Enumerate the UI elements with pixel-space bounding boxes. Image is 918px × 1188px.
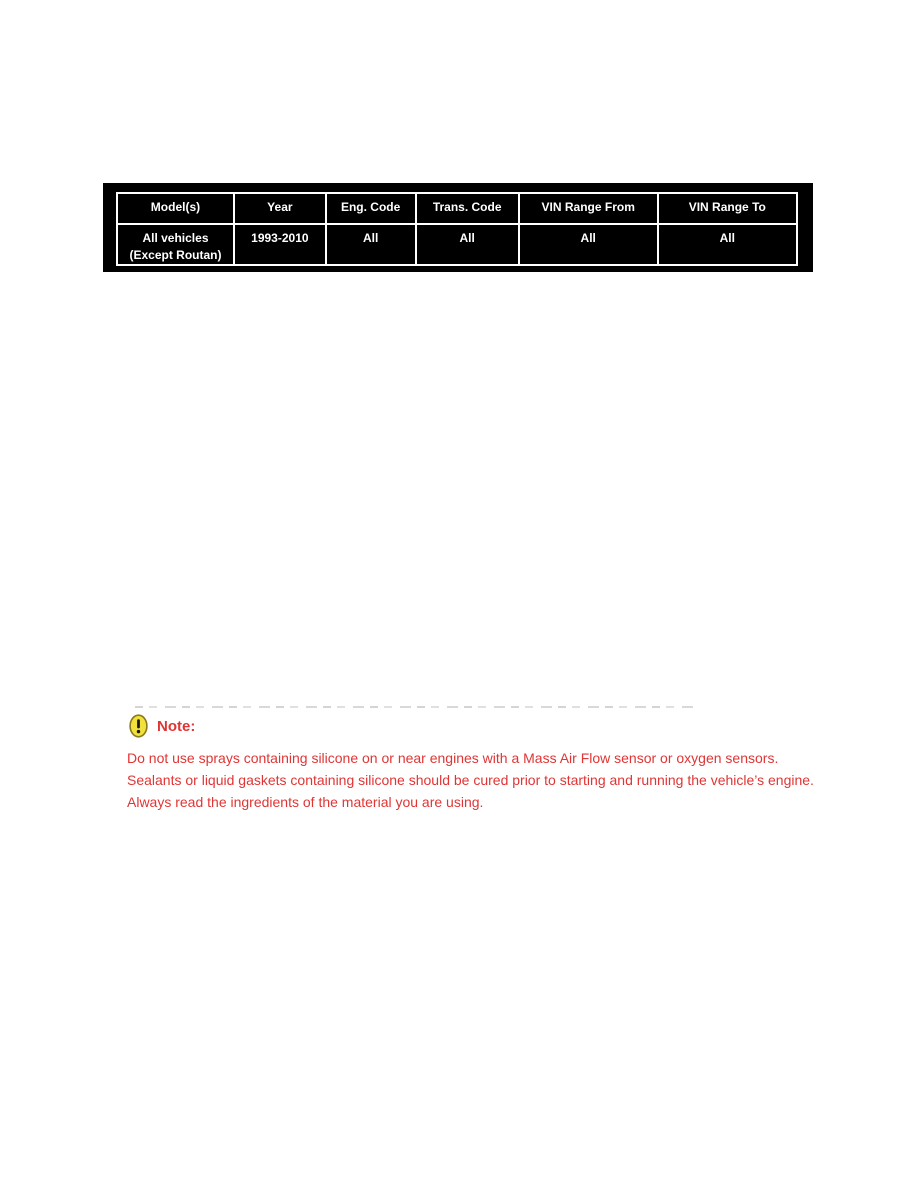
models-line1: All vehicles <box>142 231 209 245</box>
cell-vin-range-from: All <box>519 224 658 265</box>
table-row <box>117 224 797 265</box>
cell-trans-code: All <box>416 224 519 265</box>
note-sentence: Sealants or liquid gaskets containing silicone should be cured prior to starting and running the vehicle’s engine. <box>127 772 814 788</box>
note-label: Note: <box>157 717 196 735</box>
note-sentence: Always read the ingredients of the material you are using. <box>127 794 484 810</box>
table-header-row <box>117 193 797 224</box>
column-header-year: Year <box>234 193 326 224</box>
column-header-models: Model(s) <box>117 193 234 224</box>
models-line2: (Except Routan) <box>129 248 222 262</box>
cell-eng-code: All <box>326 224 416 265</box>
note-sentence: Do not use sprays containing silicone on or near engines with a Mass Air Flow sensor or oxygen sensors. <box>127 750 779 766</box>
exclamation-warning-icon <box>129 714 148 738</box>
column-header-eng-code: Eng. Code <box>326 193 416 224</box>
column-header-trans-code: Trans. Code <box>416 193 519 224</box>
cropped-text-remnant <box>135 706 693 708</box>
cell-vin-range-to: All <box>658 224 797 265</box>
vehicle-applicability-table-container <box>103 183 813 272</box>
cell-year: 1993-2010 <box>234 224 326 265</box>
note-heading <box>129 714 195 738</box>
column-header-vin-range-to: VIN Range To <box>658 193 797 224</box>
column-header-vin-range-from: VIN Range From <box>519 193 658 224</box>
note-body <box>127 747 817 813</box>
cell-models <box>117 224 234 265</box>
vehicle-applicability-table <box>116 192 798 266</box>
